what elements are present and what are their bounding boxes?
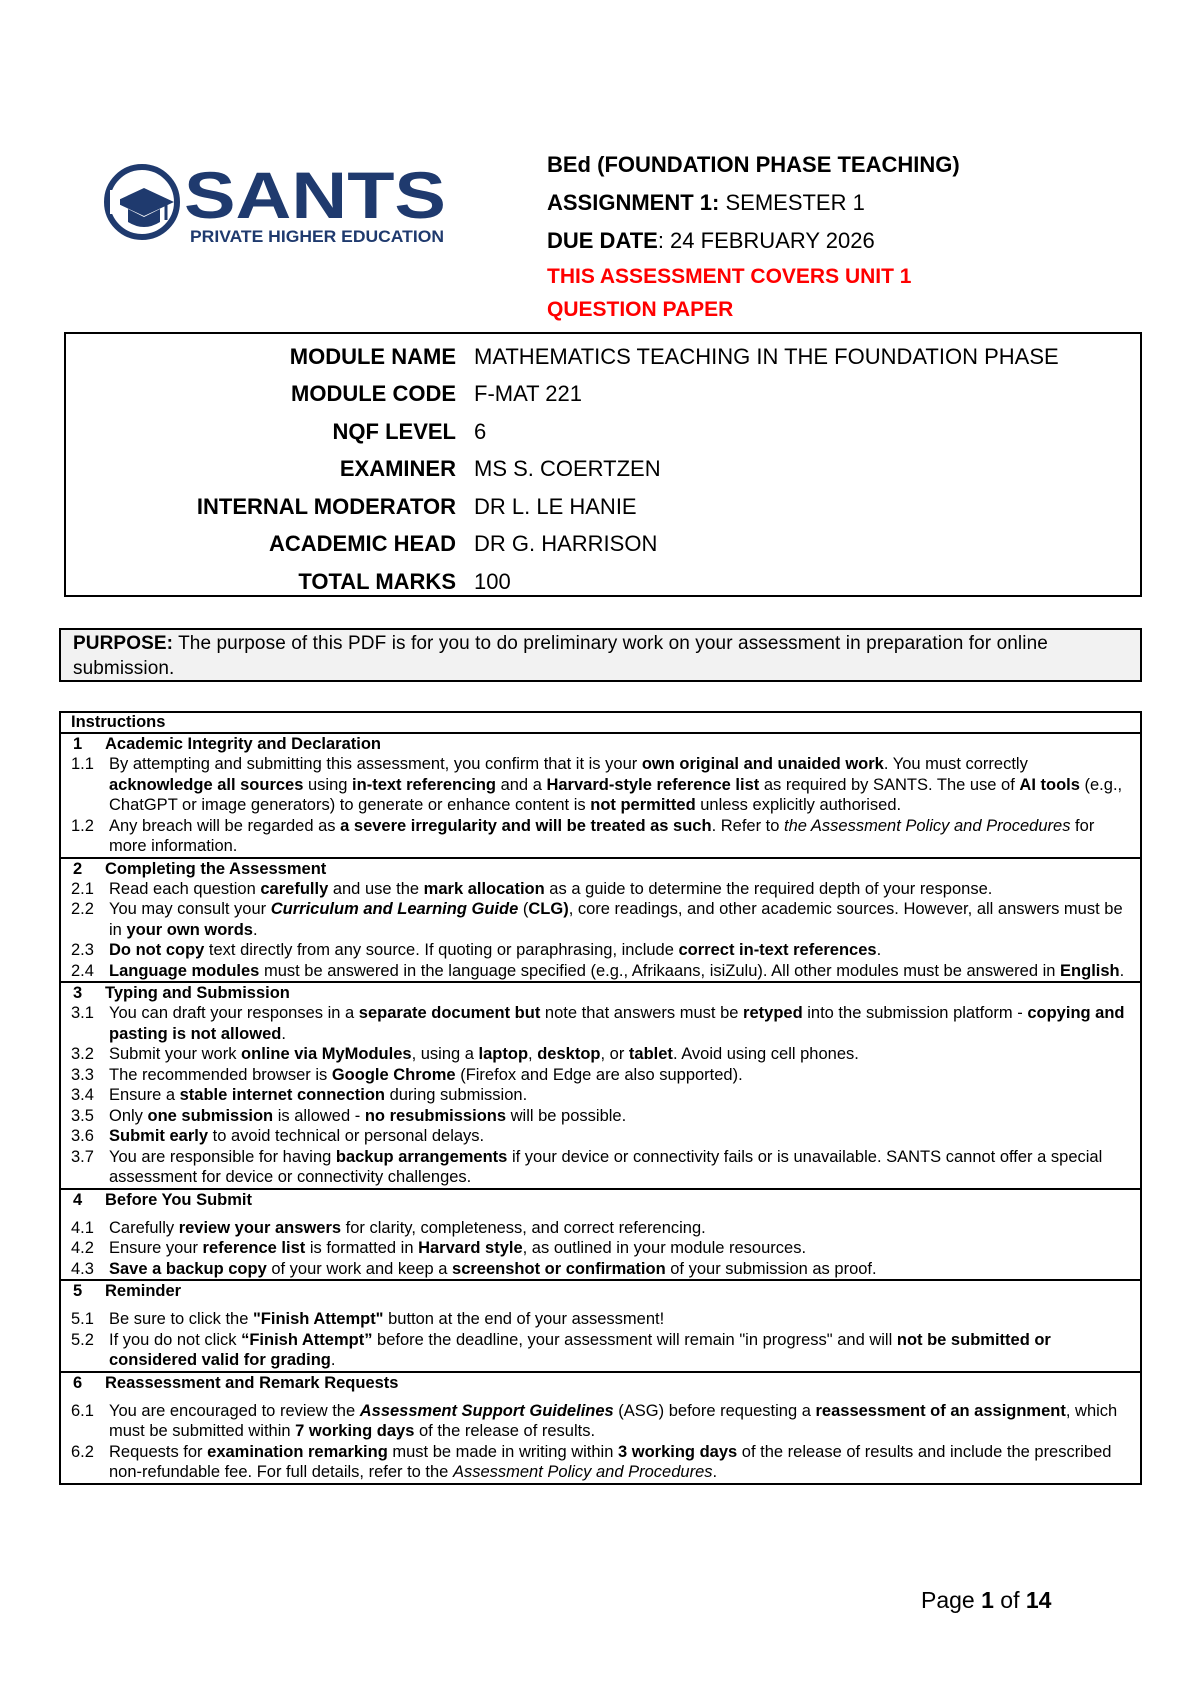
- item-number: 2.1: [71, 879, 94, 898]
- item-text: Read each question carefully and use the mark allocation as a guide to determine the required depth of your response.: [109, 879, 993, 898]
- module-detail-row: [66, 338, 1059, 376]
- module-detail-label: EXAMINER: [339, 456, 456, 482]
- graduation-cap-icon: [107, 167, 177, 237]
- module-detail-row: [66, 563, 1059, 601]
- module-detail-value: MS S. COERTZEN: [474, 456, 661, 482]
- section-number: 1: [73, 735, 83, 753]
- instruction-item: [71, 899, 1132, 940]
- instruction-item: [71, 879, 1132, 900]
- instructions-heading-row: [61, 713, 1140, 732]
- section-title-text: Academic Integrity and Declaration: [105, 735, 381, 753]
- instruction-item: [71, 1065, 1132, 1086]
- item-number: 3.2: [71, 1045, 94, 1063]
- section-title-text: Typing and Submission: [105, 984, 290, 1002]
- section-number: 5: [73, 1282, 83, 1300]
- item-number: 2.2: [71, 900, 94, 918]
- module-details-table: [66, 338, 1059, 601]
- item-text: Carefully review your answers for clarity, completeness, and correct referencing.: [109, 1218, 706, 1237]
- instruction-item: [71, 1238, 1132, 1259]
- item-number: 2.3: [71, 941, 94, 959]
- module-detail-value: DR G. HARRISON: [474, 531, 658, 557]
- instruction-item: [71, 961, 1132, 982]
- item-text: Language modules must be answered in the language specified (e.g., Afrikaans, isiZulu). All other modules must be answered in English.: [109, 961, 1125, 980]
- section-title-text: Reminder: [105, 1282, 182, 1300]
- instruction-section: [61, 1371, 1140, 1483]
- instruction-item: [71, 1147, 1132, 1188]
- item-number: 6.1: [71, 1401, 94, 1420]
- unit-coverage-notice: THIS ASSESSMENT COVERS UNIT 1: [547, 265, 912, 288]
- instruction-item: [71, 1309, 1132, 1330]
- item-number: 3.3: [71, 1065, 94, 1084]
- item-text: Submit early to avoid technical or personal delays.: [109, 1127, 485, 1145]
- item-text: Ensure a stable internet connection during submission.: [109, 1086, 528, 1104]
- module-detail-value: DR L. LE HANIE: [474, 493, 637, 519]
- instruction-item: [71, 1085, 1132, 1106]
- instruction-item: [71, 1218, 1132, 1239]
- logo-wordmark: SANTS: [184, 160, 446, 232]
- section-number: 3: [73, 984, 83, 1002]
- section-title: [71, 1373, 1132, 1393]
- module-detail-label: MODULE NAME: [289, 343, 456, 369]
- section-title: [71, 1190, 1132, 1210]
- module-detail-label: NQF LEVEL: [332, 418, 456, 444]
- item-number: 1.1: [71, 755, 94, 773]
- instruction-section: [61, 1188, 1140, 1280]
- section-title-text: Before You Submit: [105, 1190, 252, 1209]
- section-number: 2: [73, 859, 83, 878]
- module-detail-row: [66, 488, 1059, 526]
- module-detail-label: INTERNAL MODERATOR: [196, 493, 456, 519]
- item-text: Ensure your reference list is formatted in Harvard style, as outlined in your module resources.: [109, 1239, 807, 1257]
- purpose-text: The purpose of this PDF is for you to do preliminary work on your assessment in preparation for online submission.: [73, 633, 1048, 679]
- section-title: [71, 983, 1132, 1003]
- instruction-item: [71, 1259, 1132, 1280]
- section-number: 4: [73, 1190, 83, 1209]
- instruction-section: [61, 857, 1140, 982]
- logo-graphic: [104, 160, 449, 252]
- programme-title: BEd (FOUNDATION PHASE TEACHING): [547, 152, 960, 177]
- item-number: 3.7: [71, 1147, 94, 1166]
- module-detail-value: 100: [474, 568, 511, 594]
- item-text: Do not copy text directly from any source. If quoting or paraphrasing, include correct in-text references.: [109, 941, 882, 959]
- module-detail-value: MATHEMATICS TEACHING IN THE FOUNDATION PHASE: [474, 343, 1059, 369]
- item-text: You are responsible for having backup arrangements if your device or connectivity fails or is unavailable. SANTS cannot offer a special assessment for device or connectivity challenges.: [109, 1147, 1103, 1186]
- instruction-section: [61, 981, 1140, 1188]
- item-number: 4.2: [71, 1239, 94, 1257]
- section-title: [71, 734, 1132, 754]
- instruction-item: [71, 1401, 1132, 1442]
- item-number: 3.1: [71, 1004, 94, 1022]
- module-detail-value: 6: [474, 418, 487, 444]
- instructions-table: [59, 711, 1142, 1485]
- item-text: Be sure to click the "Finish Attempt" button at the end of your assessment!: [109, 1310, 665, 1328]
- instruction-item: [71, 940, 1132, 961]
- section-title-text: Completing the Assessment: [105, 859, 327, 878]
- page-number: Page 1 of 14: [921, 1587, 1052, 1613]
- instruction-item: [71, 1330, 1132, 1371]
- item-text: Submit your work online via MyModules, using a laptop, desktop, or tablet. Avoid using cell phones.: [109, 1045, 859, 1063]
- module-detail-label: ACADEMIC HEAD: [269, 531, 456, 557]
- instruction-item: [71, 754, 1132, 816]
- item-number: 3.6: [71, 1127, 94, 1145]
- instruction-item: [71, 1003, 1132, 1044]
- item-text: You are encouraged to review the Assessment Support Guidelines (ASG) before requesting a reassessment of an assignment, which must be submitted within 7 working days of the release of results.: [109, 1401, 1118, 1440]
- item-number: 5.2: [71, 1330, 94, 1349]
- due-date-line: DUE DATE: 24 FEBRUARY 2026: [547, 228, 875, 253]
- section-title: [71, 1281, 1132, 1301]
- instruction-section: [61, 1279, 1140, 1371]
- item-text: The recommended browser is Google Chrome (Firefox and Edge are also supported).: [109, 1065, 743, 1084]
- item-number: 2.4: [71, 961, 94, 980]
- sants-logo: [104, 160, 449, 252]
- item-text: You can draft your responses in a separate document but note that answers must be retyped into the submission platform - copying and pasting is not allowed.: [109, 1004, 1125, 1043]
- item-text: You may consult your Curriculum and Learning Guide (CLG), core readings, and other academic sources. However, all answers must be in your own words.: [109, 900, 1123, 939]
- item-text: Save a backup copy of your work and keep a screenshot or confirmation of your submission as proof.: [109, 1259, 877, 1278]
- instruction-section: [61, 732, 1140, 857]
- assignment-line: ASSIGNMENT 1: SEMESTER 1: [547, 190, 865, 215]
- question-paper-label: QUESTION PAPER: [547, 298, 734, 321]
- instructions-title: Instructions: [71, 713, 166, 731]
- item-text: Requests for examination remarking must be made in writing within 3 working days of the release of results and include the prescribed non-refundable fee. For full details, refer to the Assessment Policy and Procedures.: [109, 1442, 1112, 1481]
- item-number: 6.2: [71, 1442, 94, 1461]
- instruction-item: [71, 1106, 1132, 1127]
- module-detail-label: TOTAL MARKS: [298, 568, 456, 594]
- item-text: If you do not click “Finish Attempt” before the deadline, your assessment will remain "in progress" and will not be submitted or considered valid for grading.: [109, 1330, 1051, 1369]
- section-title-text: Reassessment and Remark Requests: [105, 1373, 399, 1392]
- module-detail-row: [66, 526, 1059, 564]
- item-text: By attempting and submitting this assessment, you confirm that it is your own original and unaided work. You must correctly acknowledge all sources using in-text referencing and a Harvard-style reference list as required by SANTS. The use of AI tools (e.g., ChatGPT or image generators) to generate or enhance content is not permitted unless explicitly authorised.: [109, 755, 1123, 814]
- purpose-label: PURPOSE:: [73, 633, 174, 654]
- instruction-item: [71, 816, 1132, 857]
- logo-subtitle: PRIVATE HIGHER EDUCATION: [190, 228, 444, 246]
- item-number: 5.1: [71, 1310, 94, 1328]
- document-header: [547, 146, 1147, 326]
- instruction-item: [71, 1044, 1132, 1065]
- item-text: Any breach will be regarded as a severe irregularity and will be treated as such. Refer to the Assessment Policy and Procedures for more information.: [109, 816, 1095, 855]
- item-number: 4.3: [71, 1259, 94, 1278]
- item-text: Only one submission is allowed - no resubmissions will be possible.: [109, 1106, 627, 1125]
- instruction-item: [71, 1442, 1132, 1483]
- item-number: 3.5: [71, 1106, 94, 1125]
- module-detail-value: F-MAT 221: [474, 381, 582, 407]
- section-title: [71, 859, 1132, 879]
- item-number: 4.1: [71, 1218, 94, 1237]
- instruction-item: [71, 1126, 1132, 1147]
- purpose-box: [59, 628, 1142, 682]
- module-details-box: [64, 332, 1142, 597]
- module-detail-row: [66, 376, 1059, 414]
- module-detail-row: [66, 451, 1059, 489]
- section-number: 6: [73, 1373, 83, 1392]
- module-detail-row: [66, 413, 1059, 451]
- item-number: 3.4: [71, 1086, 94, 1104]
- module-detail-label: MODULE CODE: [291, 381, 456, 407]
- item-number: 1.2: [71, 816, 94, 835]
